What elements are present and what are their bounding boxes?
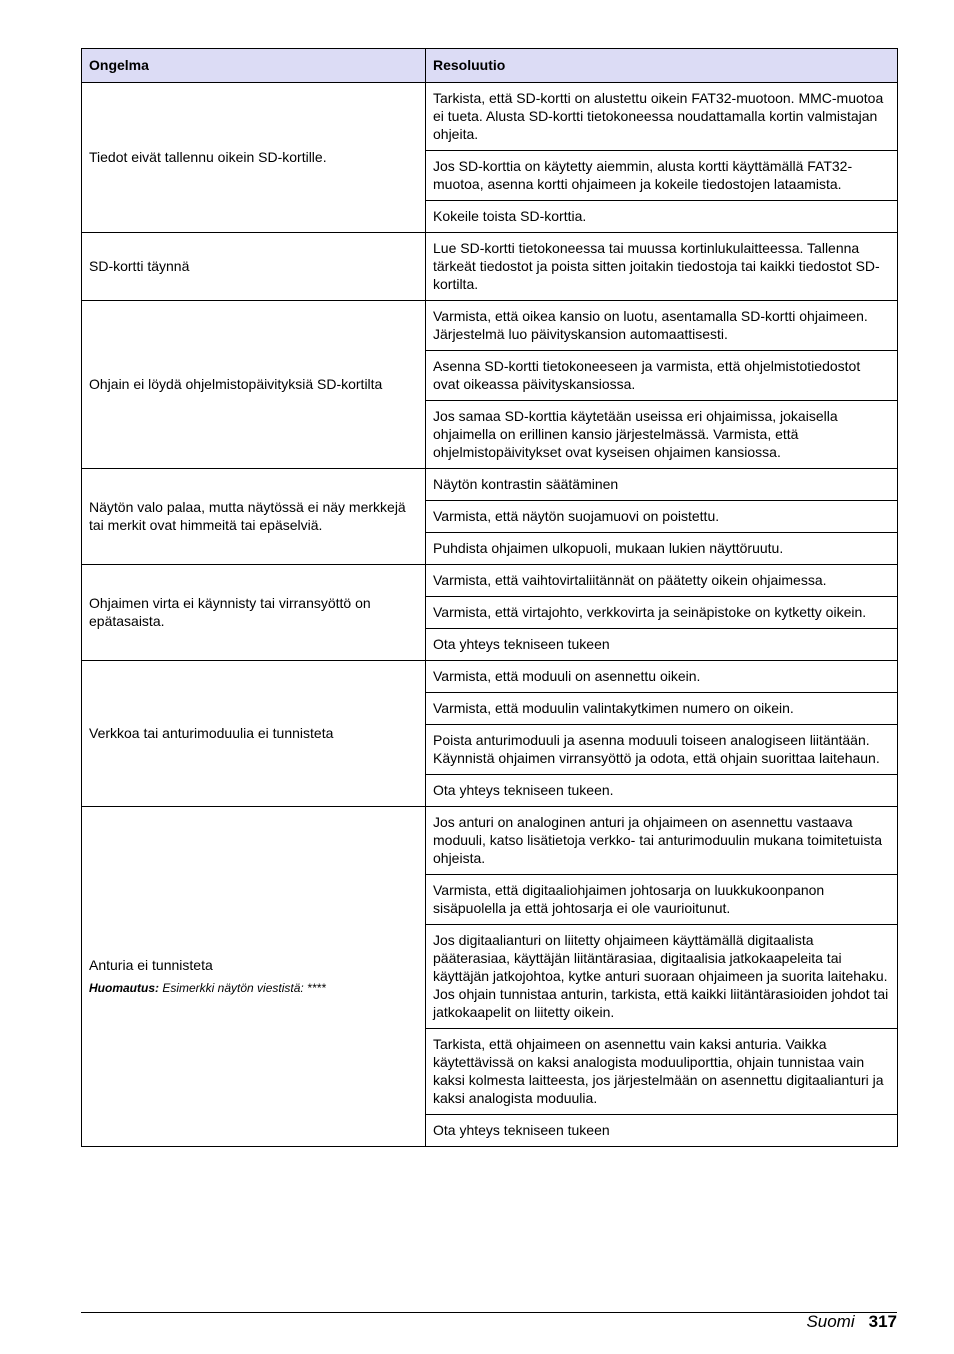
- problem-text: Verkkoa tai anturimoduulia ei tunnisteta: [89, 725, 334, 741]
- resolution-cell: Varmista, että vaihtovirtaliitännät on päätetty oikein ohjaimessa.: [426, 565, 898, 597]
- problem-cell: [82, 233, 426, 301]
- problem-text: Anturia ei tunnisteta: [89, 957, 213, 973]
- header-resolution: Resoluutio: [426, 49, 898, 83]
- table-row: [82, 565, 898, 597]
- table-row: [82, 83, 898, 151]
- table-header-row: [82, 49, 898, 83]
- resolution-cell: Puhdista ohjaimen ulkopuoli, mukaan lukien näyttöruutu.: [426, 533, 898, 565]
- resolution-cell: Jos digitaalianturi on liitetty ohjaimeen käyttämällä digitaalista pääterasiaa, käyttäjän liitäntärasiaa, digitaalisia jatkokaapeleita tai käyttäjän jatkojohtoa, kytke anturi suoraan ohjaimeen ja suorita laitehaku. Jos ohjain tunnistaa anturin, tarkista, että kaikki liitäntärasioiden johdot tai jatkokaapelit on liitetty oikein.: [426, 925, 898, 1029]
- page-footer: [806, 1312, 897, 1332]
- resolution-cell: Ota yhteys tekniseen tukeen: [426, 629, 898, 661]
- resolution-cell: Jos samaa SD-korttia käytetään useissa eri ohjaimissa, jokaisella ohjaimella on erillinen kansio järjestelmässä. Varmista, että ohjelmistopäivitykset ovat kyseisen ohjaimen kansiossa.: [426, 401, 898, 469]
- resolution-cell: Jos SD-korttia on käytetty aiemmin, alusta kortti käyttämällä FAT32-muotoa, asenna kortti ohjaimeen ja kokeile tiedostojen lataamista.: [426, 151, 898, 201]
- resolution-cell: Näytön kontrastin säätäminen: [426, 469, 898, 501]
- resolution-cell: Lue SD-kortti tietokoneessa tai muussa kortinlukulaitteessa. Tallenna tärkeät tiedostot ja poista sitten joitakin tiedostoja tai kaikki tiedostot SD-kortilta.: [426, 233, 898, 301]
- table-row: [82, 301, 898, 351]
- resolution-cell: Varmista, että oikea kansio on luotu, asentamalla SD-kortti ohjaimeen. Järjestelmä luo päivityskansion automaattisesti.: [426, 301, 898, 351]
- problem-cell: [82, 469, 426, 565]
- table-row: [82, 233, 898, 301]
- problem-text: Ohjain ei löydä ohjelmistopäivityksiä SD-kortilta: [89, 376, 383, 392]
- problem-cell: [82, 807, 426, 1147]
- table-row: [82, 807, 898, 875]
- footer-divider: [81, 1312, 897, 1313]
- resolution-cell: Poista anturimoduuli ja asenna moduuli toiseen analogiseen liitäntään. Käynnistä ohjaimen virransyöttö ja odota, että ohjain suorittaa laitehaun.: [426, 725, 898, 775]
- problem-cell: [82, 661, 426, 807]
- resolution-cell: Varmista, että virtajohto, verkkovirta ja seinäpistoke on kytketty oikein.: [426, 597, 898, 629]
- resolution-cell: Varmista, että näytön suojamuovi on poistettu.: [426, 501, 898, 533]
- resolution-cell: Tarkista, että SD-kortti on alustettu oikein FAT32-muotoon. MMC-muotoa ei tueta. Alusta SD-kortti tietokoneessa noudattamalla kortin valmistajan ohjeita.: [426, 83, 898, 151]
- problem-text: Näytön valo palaa, mutta näytössä ei näy merkkejä tai merkit ovat himmeitä tai epäselviä.: [89, 499, 406, 533]
- resolution-cell: Varmista, että digitaaliohjaimen johtosarja on luukkukoonpanon sisäpuolella ja että johtosarja ei ole vaurioitunut.: [426, 875, 898, 925]
- resolution-cell: Asenna SD-kortti tietokoneeseen ja varmista, että ohjelmistotiedostot ovat oikeassa päivityskansiossa.: [426, 351, 898, 401]
- resolution-cell: Ota yhteys tekniseen tukeen: [426, 1115, 898, 1147]
- problem-text: Tiedot eivät tallennu oikein SD-kortille.: [89, 149, 327, 165]
- page-number: 317: [868, 1312, 897, 1331]
- resolution-cell: Ota yhteys tekniseen tukeen.: [426, 775, 898, 807]
- resolution-cell: Tarkista, että ohjaimeen on asennettu vain kaksi anturia. Vaikka käytettävissä on kaksi analogista moduuliporttia, ohjain tunnistaa vain kaksi kolmesta laitteesta, jos järjestelmään on asennettu digitaalianturi ja kaksi analogista moduulia.: [426, 1029, 898, 1115]
- note-label: Huomautus:: [89, 981, 159, 995]
- troubleshooting-table: [81, 48, 898, 1147]
- problem-text: SD-kortti täynnä: [89, 258, 190, 274]
- note-text: Esimerkki näytön viestistä: ****: [162, 981, 326, 995]
- resolution-cell: Kokeile toista SD-korttia.: [426, 201, 898, 233]
- problem-cell: [82, 565, 426, 661]
- problem-cell: [82, 301, 426, 469]
- resolution-cell: Varmista, että moduulin valintakytkimen numero on oikein.: [426, 693, 898, 725]
- table-row: [82, 661, 898, 693]
- table-body: [82, 83, 898, 1147]
- table-row: [82, 469, 898, 501]
- problem-cell: [82, 83, 426, 233]
- problem-text: Ohjaimen virta ei käynnisty tai virransyöttö on epätasaista.: [89, 595, 371, 629]
- problem-note: [89, 980, 418, 996]
- resolution-cell: Varmista, että moduuli on asennettu oikein.: [426, 661, 898, 693]
- header-problem: Ongelma: [82, 49, 426, 83]
- resolution-cell: Jos anturi on analoginen anturi ja ohjaimeen on asennettu vastaava moduuli, katso lisätietoja verkko- tai anturimoduulin mukana toimitetuista ohjeista.: [426, 807, 898, 875]
- footer-language: Suomi: [806, 1312, 855, 1331]
